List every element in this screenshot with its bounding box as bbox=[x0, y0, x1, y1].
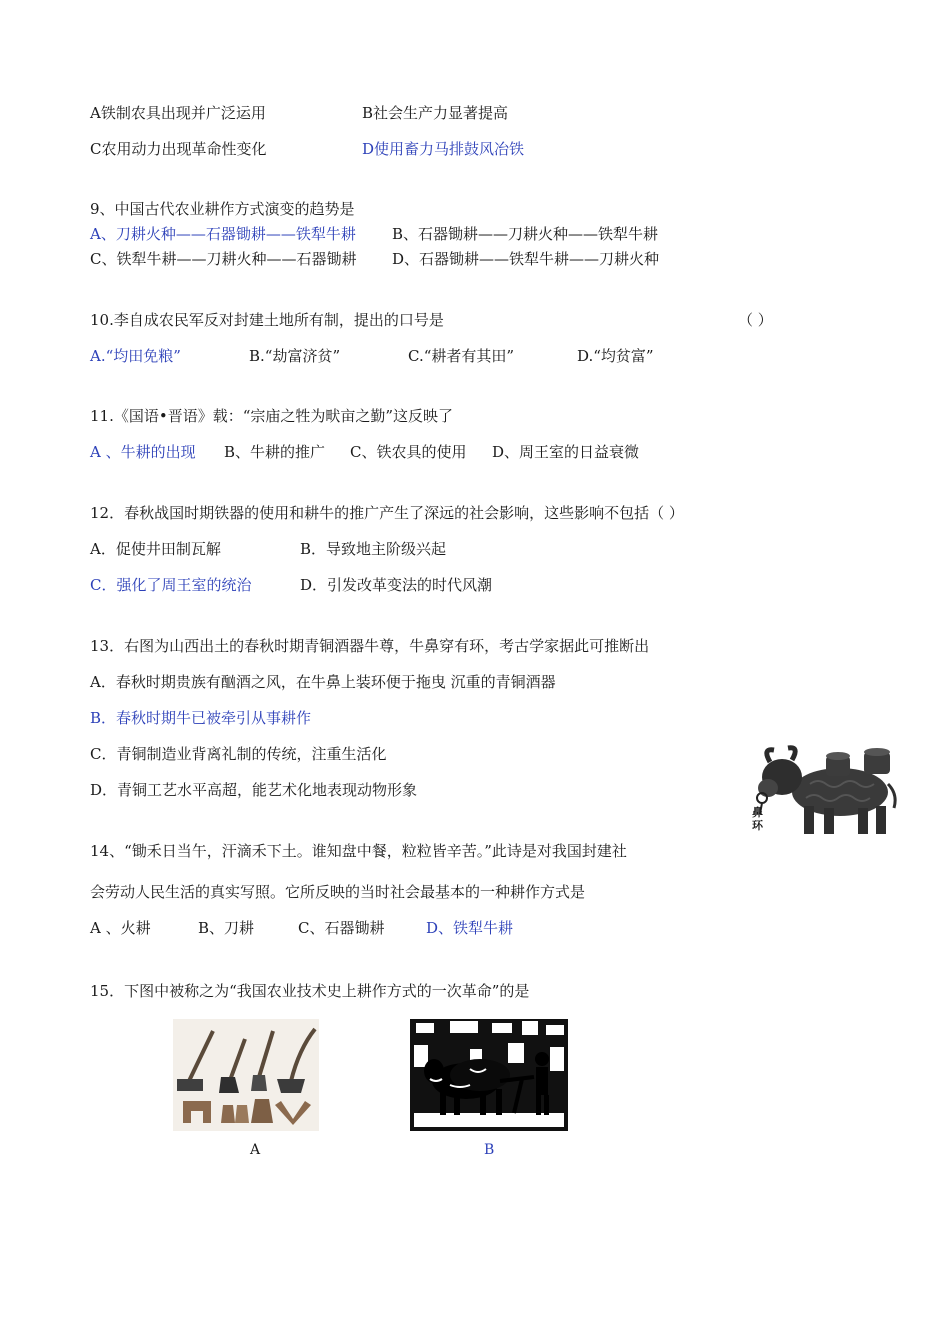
q8-option-d: D使用畜力马排鼓风冶铁 bbox=[362, 140, 525, 158]
q14-option-a: A 、火耕 bbox=[90, 919, 151, 937]
q13-option-c: C．青铜制造业背离礼制的传统，注重生活化 bbox=[90, 745, 387, 763]
q10-option-a: A.“均田免粮” bbox=[90, 347, 181, 365]
q12-option-a: A．促使井田制瓦解 bbox=[90, 540, 221, 558]
q11-option-a: A 、牛耕的出现 bbox=[90, 443, 196, 461]
q10-option-c: C.“耕者有其田” bbox=[408, 347, 515, 365]
q14-stem-line1: 14、“锄禾日当午，汗滴禾下土。谁知盘中餐，粒粒皆辛苦。”此诗是对我国封建社 bbox=[90, 842, 627, 860]
q13-option-a: A．春秋时期贵族有酗酒之风，在牛鼻上装环便于拖曳 沉重的青铜酒器 bbox=[90, 673, 556, 691]
q11-option-c: C、铁农具的使用 bbox=[350, 443, 467, 461]
q13-option-b: B．春秋时期牛已被牵引从事耕作 bbox=[90, 709, 312, 727]
q10-option-b: B.“劫富济贫” bbox=[249, 347, 341, 365]
q10-answer-paren: （ ） bbox=[738, 311, 773, 329]
image-b-caption: B bbox=[484, 1142, 495, 1158]
q8-option-c: C农用动力出现革命性变化 bbox=[90, 140, 267, 158]
q15-stem: 15．下图中被称之为“我国农业技术史上耕作方式的一次革命”的是 bbox=[90, 982, 530, 1000]
ox-plowing-image bbox=[410, 1019, 568, 1131]
q12-stem: 12．春秋战国时期铁器的使用和耕牛的推广产生了深远的社会影响，这些影响不包括（ ） bbox=[90, 504, 684, 522]
q9-option-d: D、石器锄耕——铁犁牛耕——刀耕火种 bbox=[392, 250, 660, 268]
q9-option-c: C、铁犁牛耕——刀耕火种——石器锄耕 bbox=[90, 250, 357, 268]
q9-stem: 9、中国古代农业耕作方式演变的趋势是 bbox=[90, 200, 355, 218]
q13-option-d: D．青铜工艺水平高超，能艺术化地表现动物形象 bbox=[90, 781, 418, 799]
q14-option-c: C、石器锄耕 bbox=[298, 919, 385, 937]
q14-option-d: D、铁犁牛耕 bbox=[426, 919, 514, 937]
q11-option-b: B、牛耕的推广 bbox=[224, 443, 326, 461]
q12-option-d: D．引发改革变法的时代风潮 bbox=[300, 576, 493, 594]
q9-option-b: B、石器锄耕——刀耕火种——铁犁牛耕 bbox=[392, 225, 659, 243]
image-a-caption: A bbox=[250, 1142, 261, 1158]
q8-option-a: A铁制农具出现并广泛运用 bbox=[90, 104, 266, 122]
q12-option-c: C．强化了周王室的统治 bbox=[90, 576, 252, 594]
q11-option-d: D、周王室的日益衰微 bbox=[492, 443, 640, 461]
nose-ring-label: 鼻环 bbox=[752, 806, 763, 832]
q14-option-b: B、刀耕 bbox=[198, 919, 255, 937]
q12-option-b: B．导致地主阶级兴起 bbox=[300, 540, 447, 558]
q9-option-a: A、刀耕火种——石器锄耕——铁犁牛耕 bbox=[90, 225, 356, 243]
q13-stem: 13．右图为山西出土的春秋时期青铜酒器牛尊，牛鼻穿有环，考古学家据此可推断出 bbox=[90, 637, 650, 655]
q8-option-b: B社会生产力显著提高 bbox=[362, 104, 509, 122]
bronze-ox-zun-image bbox=[740, 722, 900, 848]
q11-stem: 11.《国语•晋语》载：“宗庙之牲为畎亩之勤”这反映了 bbox=[90, 407, 454, 425]
q10-stem: 10.李自成农民军反对封建土地所有制，提出的口号是 bbox=[90, 311, 444, 329]
q10-option-d: D.“均贫富” bbox=[577, 347, 654, 365]
q14-stem-line2: 会劳动人民生活的真实写照。它所反映的当时社会最基本的一种耕作方式是 bbox=[90, 883, 586, 901]
hoe-tools-image bbox=[173, 1019, 319, 1131]
